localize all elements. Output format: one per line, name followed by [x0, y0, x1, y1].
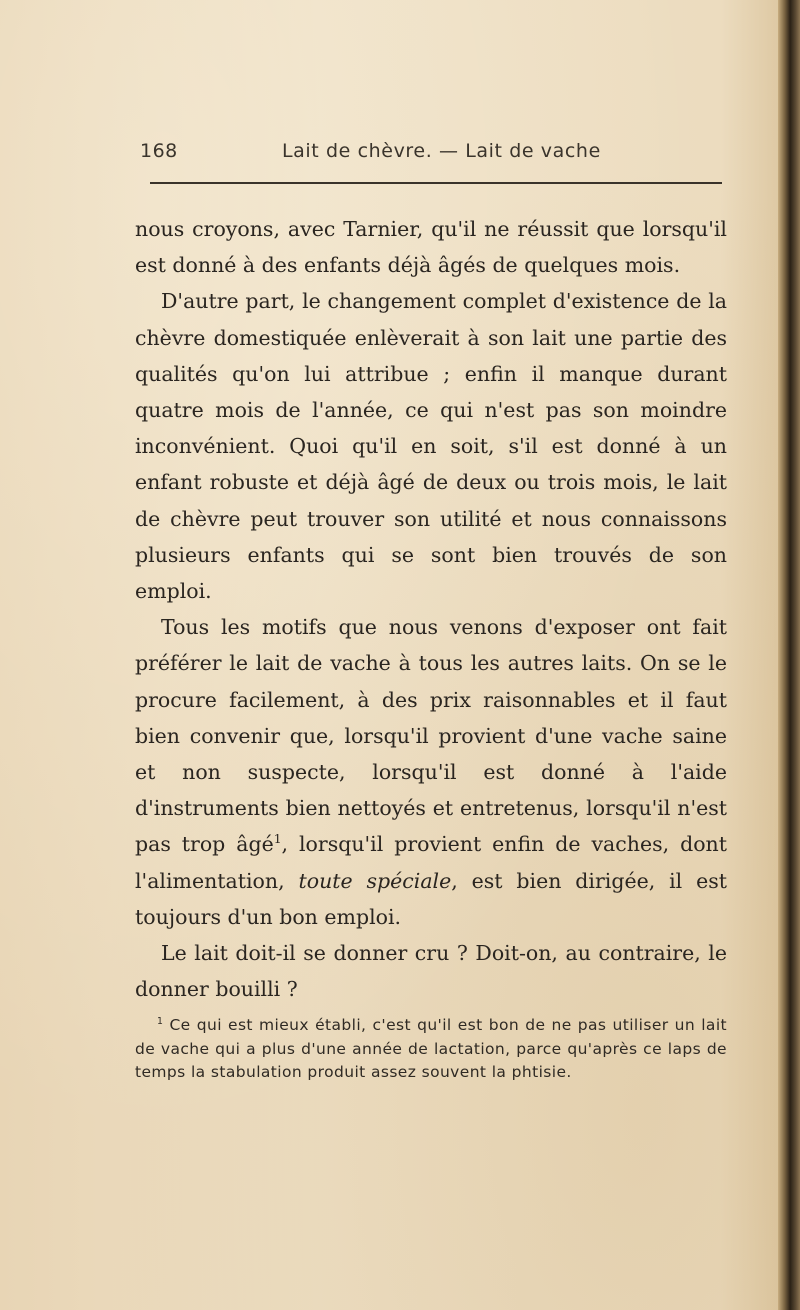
- paragraph-3-part-b: , lorsqu'il provient enfin de vaches, dont l'alimentation,: [135, 832, 727, 893]
- paragraph-1: nous croyons, avec Tarnier, qu'il ne réussit que lorsqu'il est donné à des enfants déjà âgés de quelques mois.: [135, 217, 727, 278]
- paragraph-3-part-c: , est bien dirigée, il est toujours d'un bon emploi.: [135, 868, 727, 929]
- footnote-marker: 1: [157, 1015, 164, 1027]
- italic-phrase: toute spéciale: [298, 868, 452, 893]
- header-rule: [150, 182, 722, 184]
- footnote-reference: 1: [273, 832, 282, 847]
- page-header: [140, 140, 720, 174]
- paragraph-2: D'autre part, le changement complet d'existence de la chèvre domestiquée enlèverait à son lait une partie des qualités qu'on lui attribue ; enfin il manque durant quatre mois de l'année, ce qui n'est pas son moindre inconvénient. Quoi qu'il en soit, s'il est donné à un enfant robuste et déjà âgé de deux ou trois mois, le lait de chèvre peut trouver son utilité et nous connaissons plusieurs enfants qui se sont bien trouvés de son emploi.: [135, 289, 727, 604]
- paragraph-3-part-a: Tous les motifs que nous venons d'exposer ont fait préférer le lait de vache à tous les autres laits. On se le procure facilement, à des prix raisonnables et il faut bien convenir que, lorsqu'il provient d'une vache saine et non suspecte, lorsqu'il est donné à l'aide d'instruments bien nettoyés et entretenus, lorsqu'il n'est pas trop âgé: [135, 615, 727, 857]
- footnote-text: Ce qui est mieux établi, c'est qu'il est bon de ne pas utiliser un lait de vache qui a plus d'une année de lactation, parce qu'après ce laps de temps la stabulation produit assez souvent la phtisie.: [135, 1016, 727, 1081]
- footnote: [135, 1014, 727, 1085]
- page-number: 168: [140, 140, 178, 162]
- paragraph-4: Le lait doit-il se donner cru ? Doit-on, au contraire, le donner bouilli ?: [135, 941, 727, 1002]
- paragraph-3: [135, 609, 727, 935]
- body-text: [135, 211, 727, 1007]
- running-title: Lait de chèvre. — Lait de vache: [282, 140, 601, 162]
- book-page-edge: [778, 0, 800, 1310]
